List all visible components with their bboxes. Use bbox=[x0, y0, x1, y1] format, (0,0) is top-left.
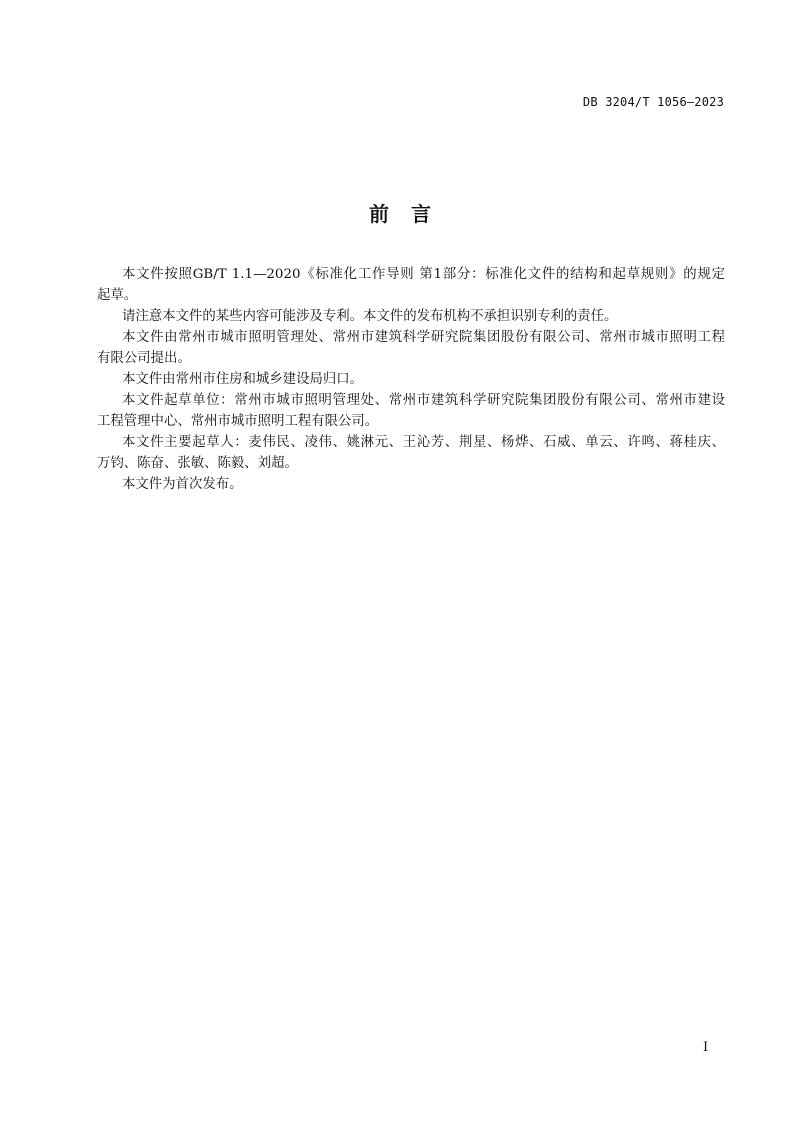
paragraph-line: 本文件为首次发布。 bbox=[122, 477, 243, 492]
paragraph-line: 请注意本文件的某些内容可能涉及专利。本文件的发布机构不承担识别专利的责任。 bbox=[122, 309, 618, 324]
paragraph-drafters bbox=[97, 432, 725, 474]
paragraph-line: 起草。 bbox=[97, 288, 138, 303]
page-title: 前言 bbox=[369, 202, 453, 226]
paragraph-administrator bbox=[97, 369, 725, 390]
paragraph-line: 有限公司提出。 bbox=[97, 351, 191, 366]
paragraph-drafting-units bbox=[97, 390, 725, 432]
paragraph-line: 本文件起草单位：常州市城市照明管理处、常州市建筑科学研究院集团股份有限公司、常州市建设 bbox=[122, 393, 725, 408]
paragraph-line: 万钧、陈奋、张敏、陈毅、刘超。 bbox=[97, 456, 298, 471]
paragraph-line: 本文件按照GB/T 1.1—2020《标准化工作导则 第1部分：标准化文件的结构和起草规则》的规定 bbox=[122, 267, 725, 282]
paragraph-line: 本文件由常州市城市照明管理处、常州市建筑科学研究院集团股份有限公司、常州市城市照明工程 bbox=[122, 330, 725, 345]
paragraph-line: 本文件主要起草人：麦伟民、凌伟、姚淋元、王沁芳、荆星、杨烨、石威、单云、许鸣、蒋桂庆、 bbox=[122, 435, 725, 450]
document-number: DB 3204/T 1056—2023 bbox=[582, 95, 724, 109]
paragraph-patent-notice bbox=[97, 306, 725, 327]
paragraph-line: 本文件由常州市住房和城乡建设局归口。 bbox=[122, 372, 364, 387]
paragraph-drafting-rules bbox=[97, 264, 725, 306]
page-number: I bbox=[703, 1040, 709, 1055]
paragraph-line: 工程管理中心、常州市城市照明工程有限公司。 bbox=[97, 414, 379, 429]
foreword-body bbox=[97, 264, 725, 495]
paragraph-first-release bbox=[97, 474, 725, 495]
paragraph-proposer bbox=[97, 327, 725, 369]
